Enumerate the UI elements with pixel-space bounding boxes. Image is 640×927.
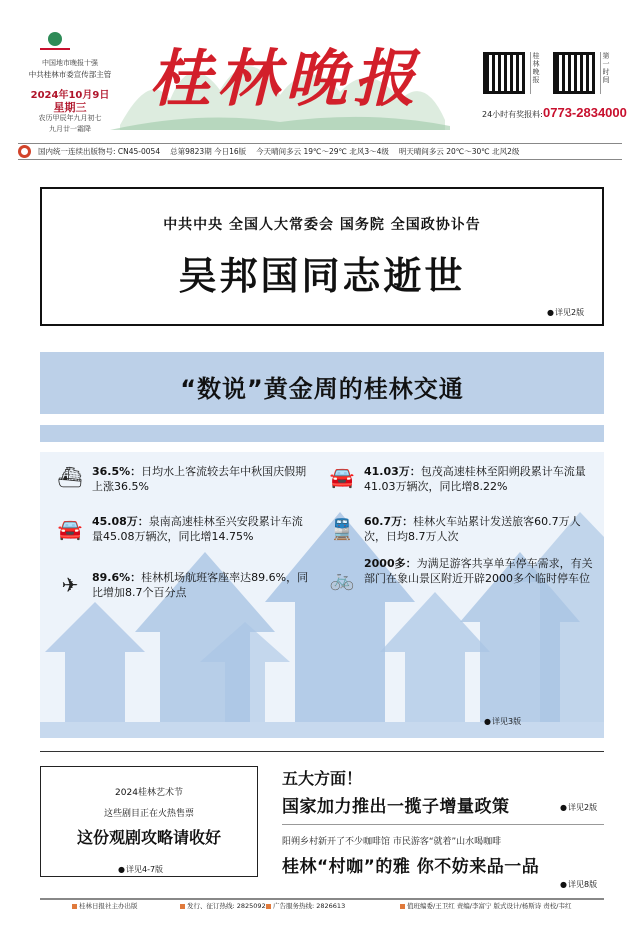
see-page-link[interactable]: ● 详见4-7版 xyxy=(118,864,163,875)
art-festival-box[interactable] xyxy=(40,766,258,877)
stat-quannan-expressway xyxy=(92,514,312,544)
ship-icon: ⛴ xyxy=(57,465,83,489)
policy-headline[interactable]: 国家加力推出一揽子增量政策 xyxy=(282,797,510,817)
masthead-logo: 桂林晚报 xyxy=(148,42,421,115)
stat-value: 36.5%： xyxy=(92,465,142,478)
traffic-infographic xyxy=(40,452,604,738)
issue-date: 2024年10月9日 xyxy=(30,90,110,101)
stat-shared-bikes xyxy=(364,556,594,586)
info-bar xyxy=(18,143,622,160)
issue-weekday: 星期三 xyxy=(53,101,87,114)
qr-caption: 第一时间 xyxy=(600,52,610,94)
train-icon: 🚆 xyxy=(329,517,355,541)
issue-text: 总第9823期 今日16版 xyxy=(170,147,247,156)
lunar-date: 农历甲辰年九月初七 xyxy=(38,114,102,122)
car-icon: 🚘 xyxy=(57,517,83,541)
news-divider xyxy=(282,824,604,825)
footer-ads-hotline: 广告服务热线: 2826613 xyxy=(266,901,345,910)
stat-text: 包茂高速桂林至阳朔段累计车流量41.03万辆次，同比增8.22% xyxy=(364,465,586,493)
stat-water-passengers xyxy=(92,464,312,494)
stat-value: 45.08万： xyxy=(92,515,149,528)
art-festival-headline[interactable]: 这份观剧攻略请收好 xyxy=(76,828,221,847)
stat-railway-station xyxy=(364,514,594,544)
hotline-label: 24小时有奖报料: xyxy=(482,110,543,119)
newspaper-logo-icon xyxy=(18,145,31,158)
car-icon: 🚘 xyxy=(329,465,355,489)
publication-emblem xyxy=(40,30,70,50)
traffic-divider-strip xyxy=(40,425,604,442)
footer-staff: 值班编委/王卫红 责编/李富宁 版式设计/杨斯诗 责校/韦红 xyxy=(400,901,571,910)
stat-text: 为满足游客共享单车停车需求，有关部门在象山景区附近开辟2000多个临时停车位 xyxy=(364,557,593,585)
section-divider xyxy=(40,751,604,752)
stat-airport xyxy=(92,570,312,600)
footer-publisher: 桂林日报社主办出版 xyxy=(72,901,138,910)
weather-tomorrow: 明天晴间多云 20℃～30℃ 北风2级 xyxy=(398,147,520,156)
stat-value: 41.03万： xyxy=(364,465,421,478)
stat-value: 60.7万： xyxy=(364,515,414,528)
bicycle-icon: 🚲 xyxy=(329,567,355,591)
supervisor-line: 中共桂林市委宣传部主管 xyxy=(28,70,112,79)
obituary-headline[interactable]: 吴邦国同志逝世 xyxy=(178,254,466,298)
obituary-subtitle: 中共中央 全国人大常委会 国务院 全国政协讣告 xyxy=(163,217,481,233)
issn-text: 国内统一连续出版物号: CN45-0054 xyxy=(38,147,161,156)
coffee-kicker: 阳朔乡村新开了不少咖啡馆 市民游客“就着”山水喝咖啡 xyxy=(282,837,502,847)
traffic-headline[interactable]: “数说”黄金周的桂林交通 xyxy=(180,375,464,403)
stat-value: 89.6%： xyxy=(92,571,142,584)
see-page-link[interactable]: ● 详见2版 xyxy=(547,307,584,318)
solar-term: 九月廿一霜降 xyxy=(49,125,91,133)
weather-today: 今天晴间多云 19℃～29℃ 北风3～4级 xyxy=(256,147,389,156)
footer-bar xyxy=(40,898,604,909)
plane-icon: ✈ xyxy=(61,573,79,597)
ranking-line: 中国地市晚报十强 xyxy=(42,59,98,67)
stat-baomao-expressway xyxy=(364,464,594,494)
policy-kicker: 五大方面！ xyxy=(282,769,363,788)
see-page-link[interactable]: ● 详见2版 xyxy=(560,802,597,813)
stat-value: 2000多： xyxy=(364,557,417,570)
stat-text: 桂林机场航班客座率达89.6%，同比增加8.7个百分点 xyxy=(92,571,309,599)
stat-text: 桂林火车站累计发送旅客60.7万人次，日均8.7万人次 xyxy=(364,515,581,543)
footer-subscribe-hotline: 发行、征订热线: 2825092 xyxy=(180,901,266,910)
qr-code-icon[interactable] xyxy=(483,52,525,94)
stat-text: 日均水上客流较去年中秋国庆假期上涨36.5% xyxy=(92,465,307,493)
coffee-headline[interactable]: 桂林“村咖”的雅 你不妨来品一品 xyxy=(282,857,540,877)
qr-caption: 桂林晚报 xyxy=(530,52,540,94)
art-festival-label: 2024桂林艺术节 xyxy=(115,788,183,798)
see-page-link[interactable]: ● 详见3版 xyxy=(484,716,521,727)
qr-code-icon[interactable] xyxy=(553,52,595,94)
art-festival-subtitle: 这些剧目正在火热售票 xyxy=(103,809,194,819)
stat-text: 泉南高速桂林至兴安段累计车流量45.08万辆次，同比增14.75% xyxy=(92,515,303,543)
see-page-link[interactable]: ● 详见8版 xyxy=(560,879,597,890)
hotline-number[interactable]: 0773-2834000 xyxy=(543,105,627,120)
